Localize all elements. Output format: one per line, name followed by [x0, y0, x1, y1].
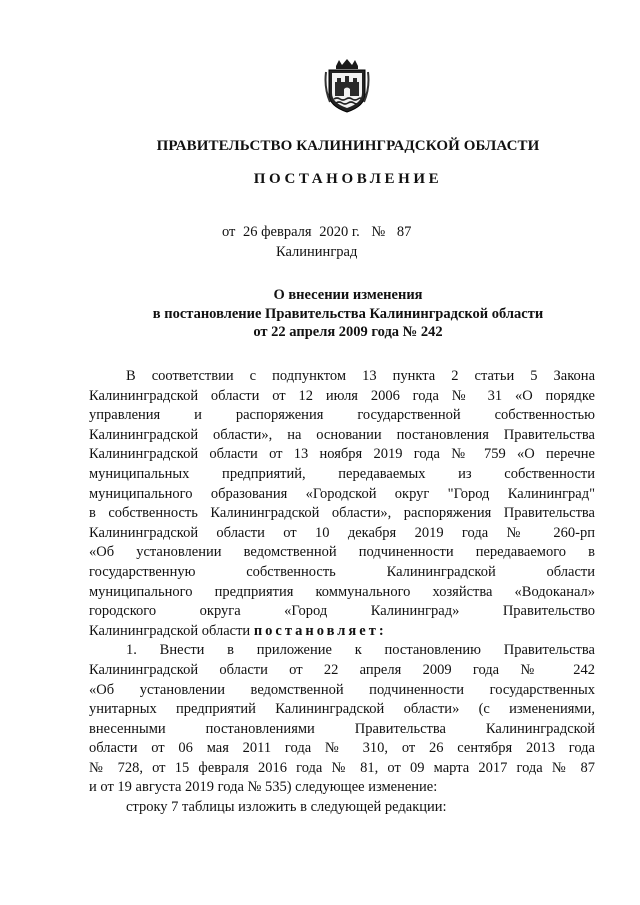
body-line: Калининградской области от 13 ноября 2019 года № 759 «О перечне	[89, 446, 595, 463]
city-name: Калининград	[276, 244, 358, 260]
body-line: и от 19 августа 2019 года № 535) следующее изменение:	[89, 779, 438, 796]
body-line: области от 06 мая 2011 года № 310, от 26 сентября 2013 года	[89, 740, 595, 757]
subject-line: О внесении изменения	[273, 287, 423, 303]
body-line: государственную собственность Калининградской области	[89, 563, 595, 580]
document-type-title: ПОСТАНОВЛЕНИЕ	[253, 171, 443, 187]
decree-date-line	[222, 224, 411, 241]
body-line: управления и распоряжения государственной собственностью	[89, 407, 595, 424]
subject-line: от 22 апреля 2009 года № 242	[253, 324, 443, 340]
date-prefix: от	[222, 224, 236, 240]
body-line: Калининградской области от 22 апреля 2009 года № 242	[89, 661, 595, 678]
kaliningrad-coat-of-arms-icon	[324, 58, 370, 114]
body-line: Калининградской области от 10 декабря 2019 года № 260-рп	[89, 524, 595, 541]
body-line: городского округа «Город Калининград» Правительство	[89, 603, 595, 620]
body-line: Калининградской области», на основании постановления Правительства	[89, 426, 595, 443]
body-line: № 728, от 15 февраля 2016 года № 81, от 09 марта 2017 года № 87	[89, 759, 595, 776]
number-sign: №	[371, 224, 386, 240]
body-line: муниципальных предприятий, передаваемых из собственности	[89, 465, 595, 482]
body-line: Калининградской области от 12 июля 2006 года № 31 «О порядке	[89, 387, 595, 404]
decree-number: 87	[396, 224, 412, 240]
body-line: В соответствии с подпунктом 13 пункта 2 статьи 5 Закона	[126, 368, 595, 384]
government-title: ПРАВИТЕЛЬСТВО КАЛИНИНГРАДСКОЙ ОБЛАСТИ	[156, 138, 540, 154]
body-line-text: Калининградской области	[89, 622, 251, 639]
body-line: в собственность Калининградской области», распоряжения Правительства	[89, 505, 595, 522]
decree-date: 26 февраля	[243, 224, 312, 240]
body-line: 1. Внести в приложение к постановлению Правительства	[126, 642, 595, 659]
body-line: строку 7 таблицы изложить в следующей редакции:	[126, 799, 447, 816]
decree-keyword: постановляет:	[253, 622, 387, 639]
body-line	[89, 622, 595, 642]
body-line: муниципального предприятия коммунального хозяйства «Водоканал»	[89, 583, 595, 600]
body-line: муниципального образования «Городской округ "Город Калининград"	[89, 485, 595, 502]
body-line: унитарных предприятий Калининградской области» (с изменениями,	[89, 701, 595, 718]
decree-subject	[0, 286, 640, 342]
body-line: «Об установлении ведомственной подчиненности передаваемого в	[89, 544, 595, 561]
body-line: внесенными постановлениями Правительства Калининградской	[89, 720, 595, 737]
decree-body	[89, 367, 595, 818]
subject-line: в постановление Правительства Калининградской области	[152, 305, 544, 322]
decree-year: 2020 г.	[319, 224, 360, 240]
body-line: «Об установлении ведомственной подчиненности государственных	[89, 681, 595, 698]
